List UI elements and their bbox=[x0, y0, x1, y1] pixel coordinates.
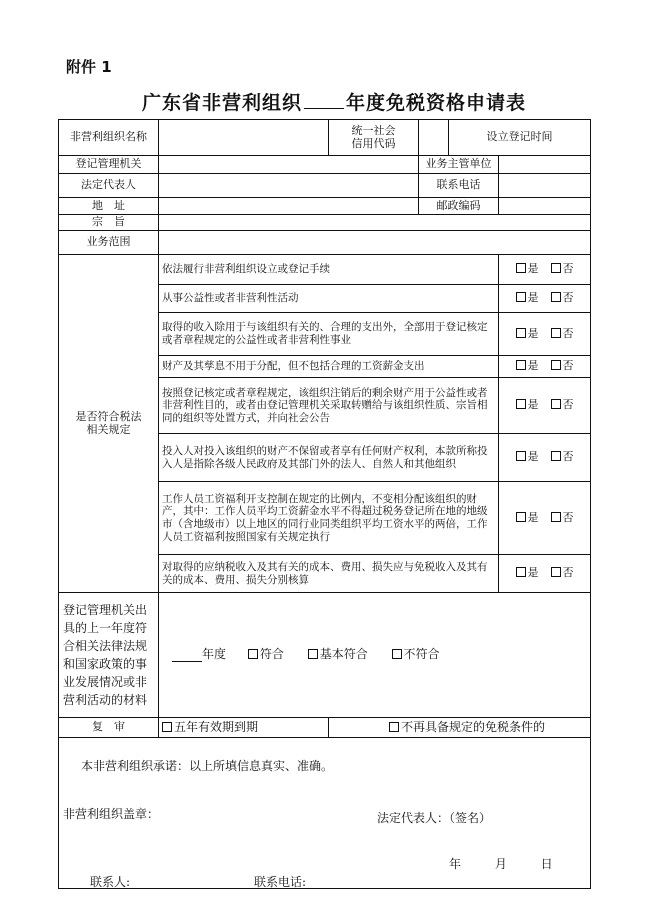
no-checkbox[interactable] bbox=[551, 567, 561, 577]
signature-label: 法定代表人：（签名） bbox=[377, 811, 492, 825]
no-checkbox[interactable] bbox=[551, 292, 561, 302]
supervisor-label: 业务主管单位 bbox=[419, 156, 499, 174]
requirement-7: 工作人员工资福利开支控制在规定的比例内，不变相分配该组织的财产，其中：工作人员平均工资薪金水平不得超过税务登记所在地的地级市（含地级市）以上地区的同行业同类组织平均工资水平的两倍，工作人员工资福利按照国家有关规定执行 bbox=[159, 482, 499, 555]
scope-field[interactable] bbox=[159, 231, 591, 255]
yes-checkbox[interactable] bbox=[516, 399, 526, 409]
requirement-8: 对取得的应纳税收入及其有关的成本、费用、损失应与免税收入及其有关的成本、费用、损失分别核算 bbox=[159, 555, 499, 593]
reg-authority-field[interactable] bbox=[159, 156, 419, 174]
yes-no-6[interactable]: 是 否 bbox=[499, 434, 591, 482]
application-form bbox=[58, 119, 591, 889]
yes-no-7[interactable]: 是 否 bbox=[499, 482, 591, 555]
yes-no-3[interactable]: 是 否 bbox=[499, 313, 591, 356]
postcode-label: 邮政编码 bbox=[419, 198, 499, 215]
promise-section bbox=[59, 738, 591, 889]
yes-no-8[interactable]: 是 否 bbox=[499, 555, 591, 593]
yes-no-5[interactable]: 是 否 bbox=[499, 378, 591, 434]
compliance-label: 是否符合税法 相关规定 bbox=[59, 255, 159, 593]
yes-checkbox[interactable] bbox=[516, 292, 526, 302]
reg-authority-label: 登记管理机关 bbox=[59, 156, 159, 174]
yes-no-1[interactable]: 是 否 bbox=[499, 255, 591, 285]
postcode-field[interactable] bbox=[499, 198, 591, 215]
yes-checkbox[interactable] bbox=[516, 567, 526, 577]
contact-person-label: 联系人: bbox=[90, 875, 131, 889]
review-option-1[interactable]: 五年有效期到期 bbox=[159, 718, 329, 738]
yes-no-2[interactable]: 是 否 bbox=[499, 285, 591, 313]
yes-no-4[interactable]: 是 否 bbox=[499, 356, 591, 378]
purpose-field[interactable] bbox=[159, 215, 591, 231]
yes-checkbox[interactable] bbox=[516, 512, 526, 522]
no-longer-qualified-checkbox[interactable] bbox=[389, 722, 399, 732]
conform-checkbox[interactable] bbox=[248, 649, 258, 659]
legal-rep-label: 法定代表人 bbox=[59, 174, 159, 198]
yes-checkbox[interactable] bbox=[516, 360, 526, 370]
review-option-2[interactable]: 不再具备规定的免税条件的 bbox=[329, 718, 591, 738]
yes-checkbox[interactable] bbox=[516, 263, 526, 273]
reg-date-label: 设立登记时间 bbox=[449, 120, 591, 156]
purpose-label: 宗 旨 bbox=[59, 215, 159, 231]
five-year-checkbox[interactable] bbox=[162, 722, 172, 732]
no-checkbox[interactable] bbox=[551, 263, 561, 273]
promise-text: 本非营利组织承诺：以上所填信息真实、准确。 bbox=[81, 759, 334, 773]
review-label: 复 审 bbox=[59, 718, 159, 738]
org-name-field[interactable] bbox=[159, 120, 329, 156]
seal-label: 非营利组织盖章： bbox=[63, 807, 160, 821]
yes-checkbox[interactable] bbox=[516, 451, 526, 461]
requirement-3: 取得的收入除用于与该组织有关的、合理的支出外，全部用于登记核定或者章程规定的公益性或者非营利性事业 bbox=[159, 313, 499, 356]
no-checkbox[interactable] bbox=[551, 512, 561, 522]
no-checkbox[interactable] bbox=[551, 360, 561, 370]
legal-rep-field[interactable] bbox=[159, 174, 419, 198]
authority-material-label: 登记管理机关出具的上一年度符合相关法律法规和国家政策的事业发展情况或非营利活动的材料 bbox=[59, 593, 159, 718]
requirement-4: 财产及其孳息不用于分配，但不包括合理的工资薪金支出 bbox=[159, 356, 499, 378]
scope-label: 业务范围 bbox=[59, 231, 159, 255]
no-checkbox[interactable] bbox=[551, 328, 561, 338]
yes-checkbox[interactable] bbox=[516, 328, 526, 338]
credit-code-field[interactable] bbox=[419, 120, 449, 156]
requirement-2: 从事公益性或者非营利性活动 bbox=[159, 285, 499, 313]
address-label: 地 址 bbox=[59, 198, 159, 215]
basic-conform-checkbox[interactable] bbox=[308, 649, 318, 659]
requirement-5: 按照登记核定或者章程规定，该组织注销后的剩余财产用于公益性或者非营利性目的，或者由登记管理机关采取转赠给与该组织性质、宗旨相同的组织等处置方式，并向社会公告 bbox=[159, 378, 499, 434]
year-blank[interactable] bbox=[304, 94, 344, 109]
address-field[interactable] bbox=[159, 198, 419, 215]
requirement-1: 依法履行非营利组织设立或登记手续 bbox=[159, 255, 499, 285]
authority-material-options: 年度 符合 基本符合 不符合 bbox=[159, 593, 591, 718]
date-label: 年 月 日 bbox=[449, 857, 553, 871]
year-blank[interactable] bbox=[172, 648, 202, 663]
supervisor-field[interactable] bbox=[499, 156, 591, 174]
attachment-label: 附件 1 bbox=[66, 58, 112, 76]
org-name-label: 非营利组织名称 bbox=[59, 120, 159, 156]
requirement-6: 投入人对投入该组织的财产不保留或者享有任何财产权利，本款所称投入人是指除各级人民政府及其部门外的法人、自然人和其他组织 bbox=[159, 434, 499, 482]
phone-label: 联系电话 bbox=[419, 174, 499, 198]
form-title: 广东省非营利组织 年度免税资格申请表 bbox=[142, 92, 527, 114]
not-conform-checkbox[interactable] bbox=[392, 649, 402, 659]
phone-field[interactable] bbox=[499, 174, 591, 198]
credit-code-label: 统一社会 信用代码 bbox=[329, 120, 419, 156]
no-checkbox[interactable] bbox=[551, 399, 561, 409]
no-checkbox[interactable] bbox=[551, 451, 561, 461]
contact-phone-label: 联系电话: bbox=[254, 875, 307, 889]
